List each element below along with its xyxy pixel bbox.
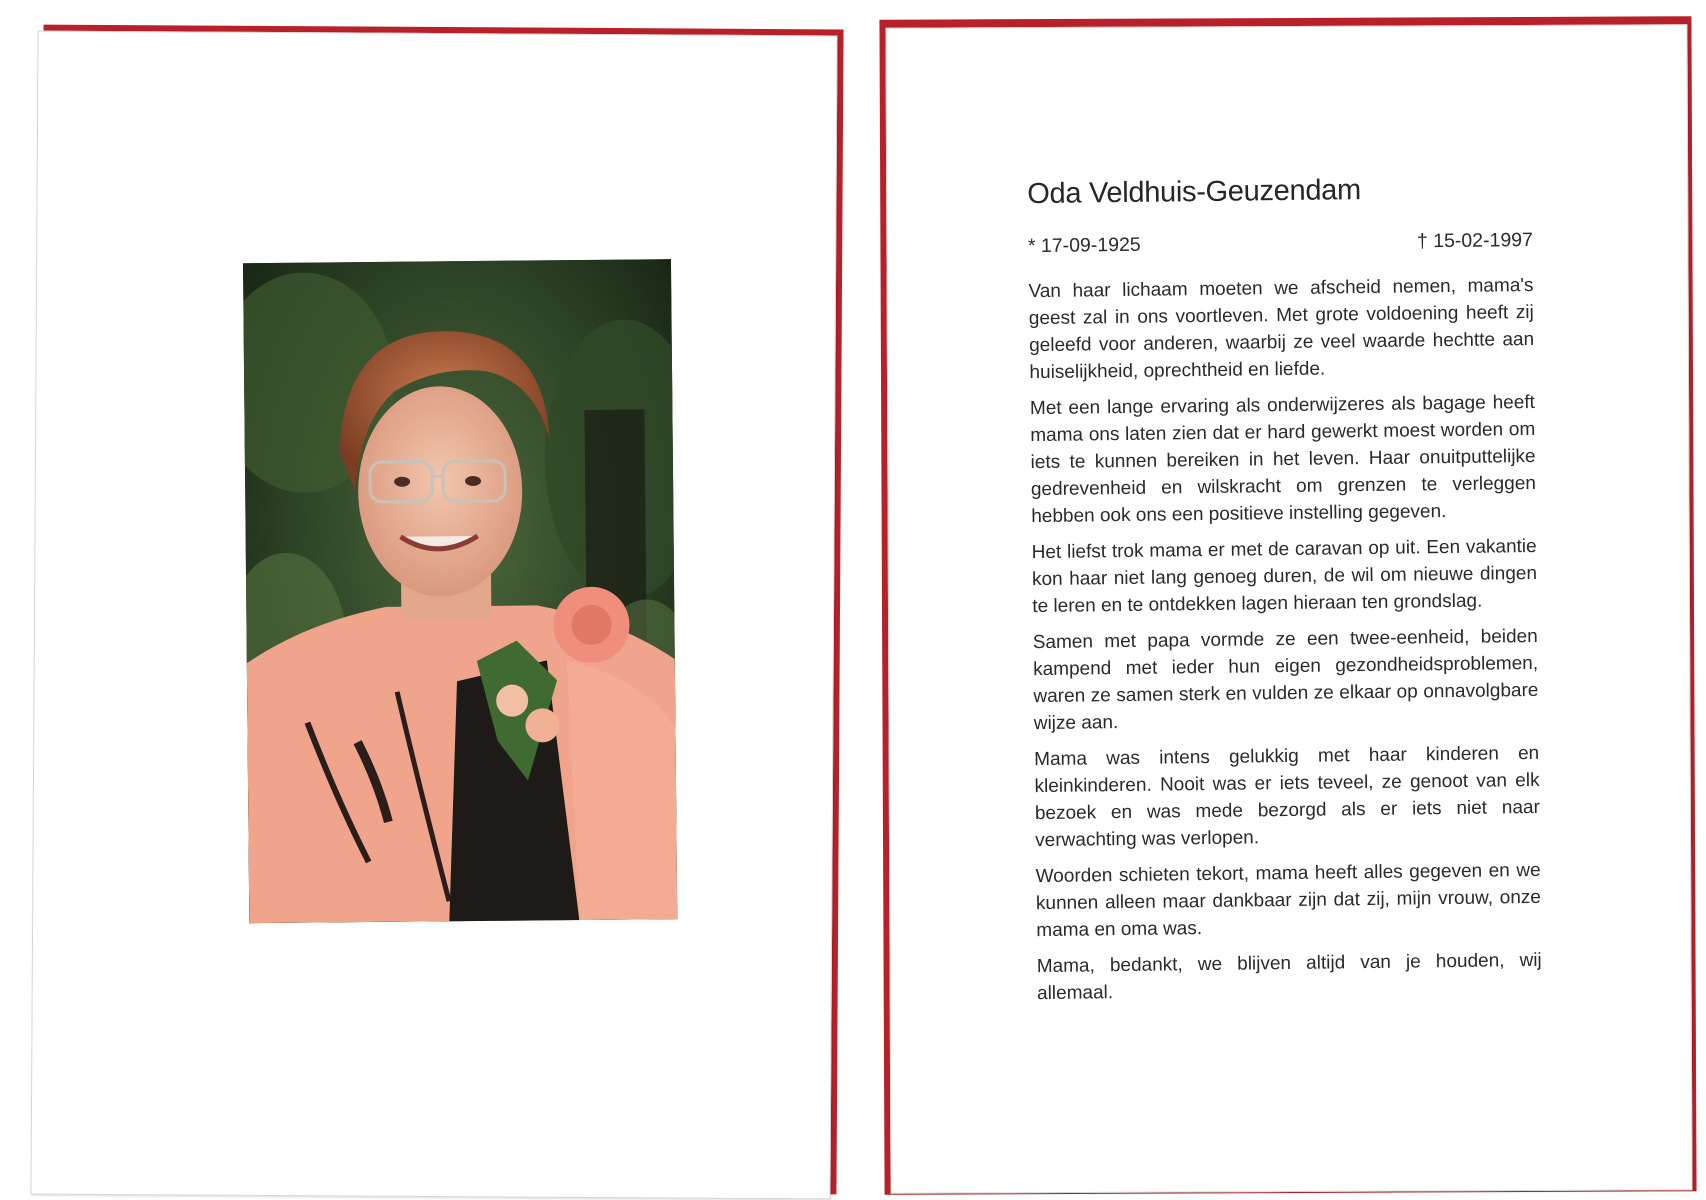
portrait-photo: [243, 259, 677, 923]
memorial-text: [1027, 172, 1542, 1016]
left-card: [30, 31, 837, 1200]
paragraph: Mama, bedankt, we blijven altijd van je houden, wij allemaal.: [1036, 949, 1542, 1005]
paragraph: Met een lange ervaring als onderwijzeres als bagage heeft mama ons laten zien dat er hard gewerkt moest worden om iets te kunnen bereiken in het leven. Haar onuitputtelijke gedrevenheid en wilskracht om grenzen te verleggen hebben ook ons een positieve instelling gegeven.: [1029, 391, 1537, 528]
paragraph: Mama was intens gelukkig met haar kinderen en kleinkinderen. Nooit was er iets teveel, ze genoot van elk bezoek en was mede bezorgd als er iets niet naar verwachting was verlopen.: [1034, 742, 1540, 852]
life-dates: [1028, 229, 1533, 258]
birth-date: * 17-09-1925: [1027, 233, 1141, 258]
paragraph: Van haar lichaam moeten we afscheid nemen, mama's geest zal in ons voortleven. Met grote voldoening heeft zij geleefd voor anderen, waarbij ze veel waarde hechtte aan huiselijkheid, oprechtheid en liefde.: [1028, 274, 1535, 384]
deceased-name: Oda Veldhuis-Geuzendam: [1027, 174, 1362, 211]
portrait-illustration: [243, 259, 677, 923]
paragraph: Samen met papa vormde ze een twee-eenheid, beiden kampend met ieder hun eigen gezondheidsproblemen, waren ze samen sterk en vulden ze elkaar op onnavolgbare wijze aan.: [1032, 625, 1539, 735]
death-date: † 15-02-1997: [1416, 228, 1534, 253]
paragraph: Het liefst trok mama er met de caravan op uit. Een vakantie kon haar niet lang genoeg duren, de wil om nieuwe dingen te leren en te ontdekken lagen hieraan ten grondslag.: [1031, 535, 1538, 618]
right-card: [885, 24, 1692, 1193]
paragraph: Woorden schieten tekort, mama heeft alles gegeven en we kunnen alleen maar dankbaar zijn dat zij, mijn vrouw, onze mama en oma was.: [1035, 859, 1542, 942]
